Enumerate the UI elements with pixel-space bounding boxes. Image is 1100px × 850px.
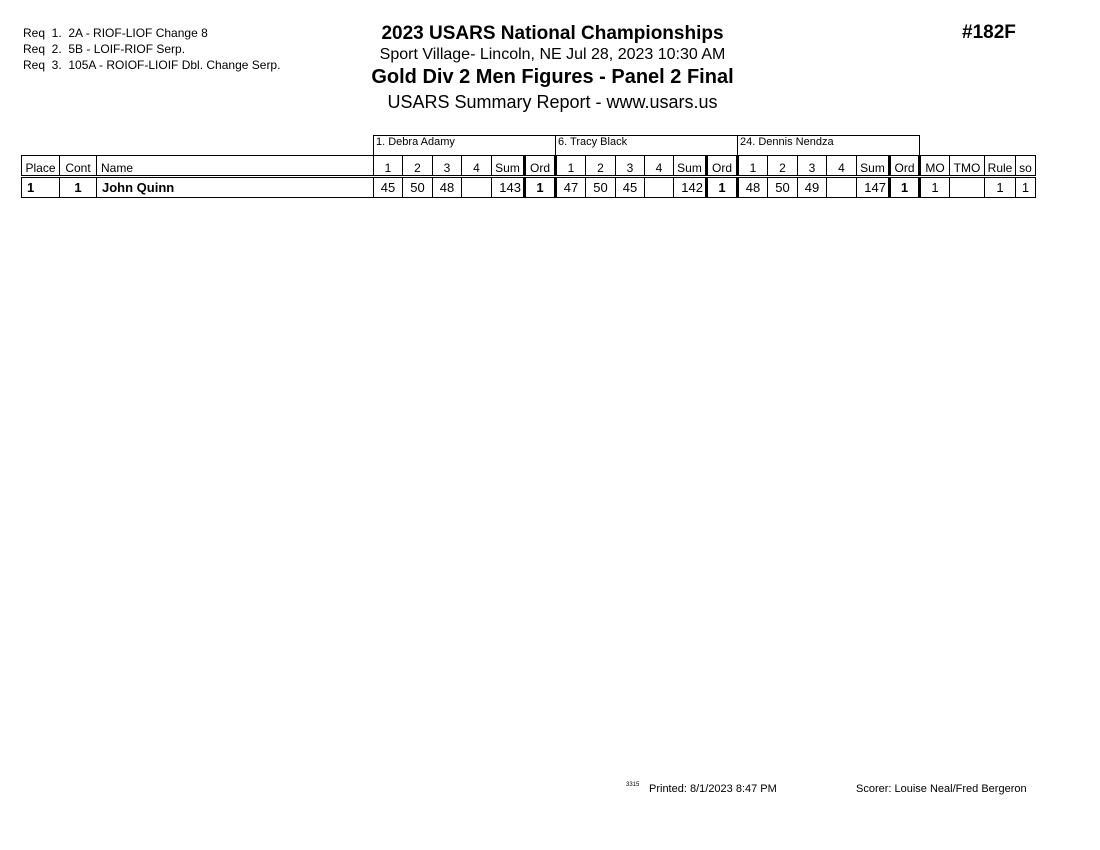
mo-header: MO [920,156,950,177]
j2-fig3-header: 3 [616,156,645,177]
j3-fig4-score [827,177,857,198]
table-row [22,177,1036,198]
judge-header-row [22,136,1036,156]
j3-fig2-header: 2 [768,156,798,177]
j1-ord-header: Ord [525,156,556,177]
j1-fig2-header: 2 [403,156,433,177]
j3-fig2-score: 50 [768,177,798,198]
so-header: so [1016,156,1036,177]
j2-fig1-header: 1 [556,156,586,177]
place-cell: 1 [22,177,60,198]
requirement-2: Req 2. 5B - LOIF-RIOF Serp. [23,42,186,56]
j3-fig1-score: 48 [738,177,768,198]
cont-header: Cont [60,156,97,177]
judge-1-name: 1. Debra Adamy [374,136,556,156]
so-cell: 1 [1016,177,1036,198]
report-header [300,22,805,114]
column-header-row [22,156,1036,177]
j1-sum-header: Sum [492,156,525,177]
j1-fig4-header: 4 [462,156,492,177]
tmo-header: TMO [950,156,985,177]
judge-3-name: 24. Dennis Nendza [738,136,920,156]
j2-fig1-score: 47 [556,177,586,198]
event-number: #182F [962,22,1016,43]
requirement-1: Req 1. 2A - RIOF-LIOF Change 8 [23,26,208,40]
figure-requirements [23,25,280,73]
cont-cell: 1 [60,177,97,198]
j3-fig3-header: 3 [798,156,827,177]
j1-ordinal: 1 [525,177,556,198]
j2-fig4-score [645,177,674,198]
championship-title: 2023 USARS National Championships [381,23,724,44]
report-name: USARS Summary Report - www.usars.us [387,92,718,112]
j1-fig1-score: 45 [374,177,403,198]
j3-sum-header: Sum [857,156,890,177]
skater-name: John Quinn [97,177,374,198]
j2-ordinal: 1 [707,177,738,198]
j2-fig4-header: 4 [645,156,674,177]
j2-sum-header: Sum [674,156,707,177]
j2-fig2-header: 2 [586,156,616,177]
printed-timestamp: Printed: 8/1/2023 8:47 PM [649,783,777,795]
requirement-3: Req 3. 105A - ROIOF-LIOIF Dbl. Change Serp. [23,58,281,72]
j3-ordinal: 1 [890,177,920,198]
rule-cell: 1 [985,177,1016,198]
j1-fig3-header: 3 [433,156,462,177]
j1-fig1-header: 1 [374,156,403,177]
rule-header: Rule [985,156,1016,177]
j1-fig4-score [462,177,492,198]
j1-fig2-score: 50 [403,177,433,198]
j3-fig1-header: 1 [738,156,768,177]
results-table [21,135,1036,198]
mo-cell: 1 [920,177,950,198]
venue-date: Sport Village- Lincoln, NE Jul 28, 2023 10:30 AM [379,46,726,63]
j2-sum: 142 [674,177,707,198]
tmo-cell [950,177,985,198]
scorer-names: Scorer: Louise Neal/Fred Bergeron [856,783,1027,795]
j3-fig4-header: 4 [827,156,857,177]
j2-fig2-score: 50 [586,177,616,198]
name-header: Name [97,156,374,177]
footer-code: 3315 [626,782,640,788]
j1-fig3-score: 48 [433,177,462,198]
j3-fig3-score: 49 [798,177,827,198]
place-header: Place [22,156,60,177]
j1-sum: 143 [492,177,525,198]
j3-ord-header: Ord [890,156,920,177]
j2-ord-header: Ord [707,156,738,177]
j2-fig3-score: 45 [616,177,645,198]
judge-2-name: 6. Tracy Black [556,136,738,156]
event-title: Gold Div 2 Men Figures - Panel 2 Final [371,66,734,88]
j3-sum: 147 [857,177,890,198]
